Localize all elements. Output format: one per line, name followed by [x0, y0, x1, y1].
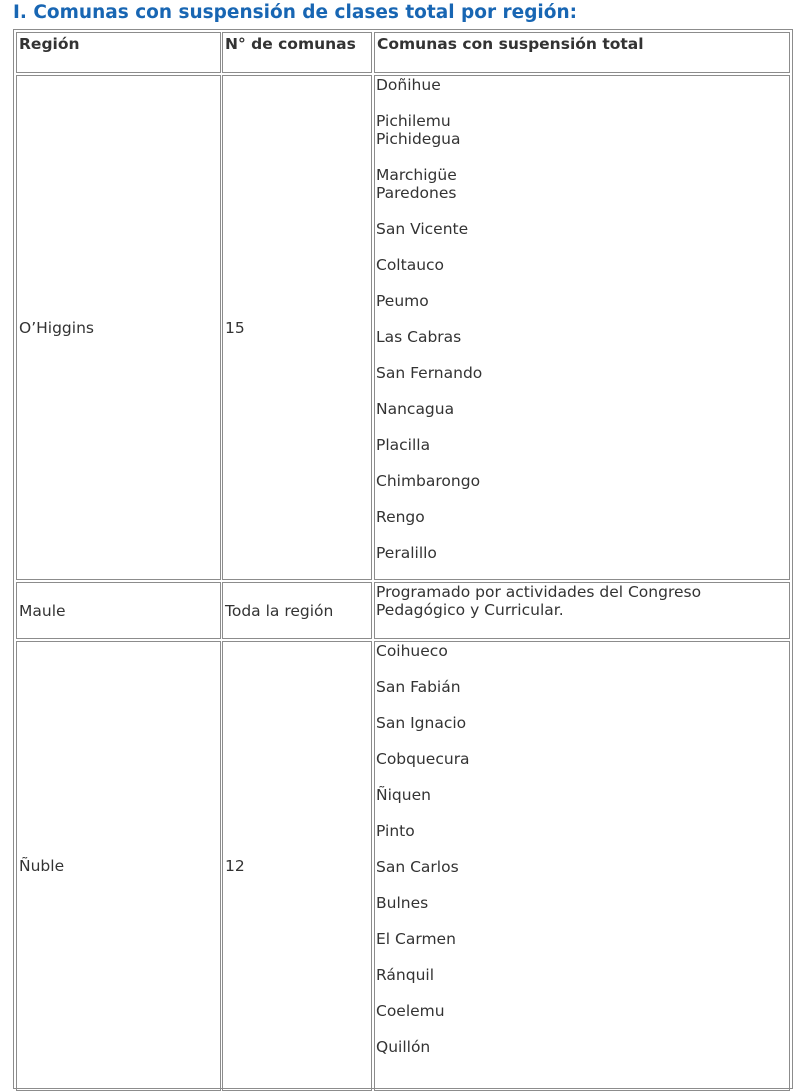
comuna-item: Pinto — [376, 822, 415, 840]
comuna-item: Chimbarongo — [376, 472, 481, 490]
region-name: O’Higgins — [19, 318, 94, 337]
comuna-item: Nancagua — [376, 400, 455, 418]
header-count: N° de comunas — [222, 32, 372, 73]
comuna-item: Peralillo — [376, 544, 437, 562]
comuna-item: Coltauco — [376, 256, 445, 274]
count-cell-maule — [222, 582, 372, 639]
comuna-item: El Carmen — [376, 930, 456, 948]
comuna-item: Paredones — [376, 184, 457, 202]
comuna-item: San Fernando — [376, 364, 483, 382]
header-comunas: Comunas con suspensión total — [374, 32, 790, 73]
comuna-item: Doñihue — [376, 76, 441, 94]
comuna-item: San Carlos — [376, 858, 459, 876]
comuna-item: Cobquecura — [376, 750, 470, 768]
count-cell-nuble — [222, 641, 372, 1091]
comuna-item: Ñiquen — [376, 786, 431, 804]
comuna-item: San Ignacio — [376, 714, 467, 732]
comuna-item: Las Cabras — [376, 328, 462, 346]
region-cell-ohiggins — [16, 75, 221, 580]
comuna-item: San Fabián — [376, 678, 461, 696]
comunas-note: Programado por actividades del Congreso Pedagógico y Curricular. — [376, 583, 702, 619]
comunas-count: 15 — [225, 318, 245, 337]
comunas-cell-ohiggins — [374, 75, 790, 580]
comuna-item: Rengo — [376, 508, 425, 526]
comuna-item: Marchigüe — [376, 166, 457, 184]
comuna-item: Ránquil — [376, 966, 435, 984]
comuna-item: Coihueco — [376, 642, 448, 660]
region-name: Maule — [19, 601, 66, 620]
comuna-item: Pichilemu — [376, 112, 451, 130]
region-cell-maule — [16, 582, 221, 639]
comuna-item: Coelemu — [376, 1002, 445, 1020]
comuna-item: Placilla — [376, 436, 431, 454]
comuna-item: San Vicente — [376, 220, 469, 238]
comunas-count: 12 — [225, 857, 245, 875]
count-cell-ohiggins — [222, 75, 372, 580]
comuna-item: Quillón — [376, 1038, 431, 1056]
comuna-item: Bulnes — [376, 894, 429, 912]
region-name: Ñuble — [19, 857, 65, 875]
comuna-item: Peumo — [376, 292, 429, 310]
comunas-cell-maule — [374, 582, 790, 639]
header-region: Región — [16, 32, 221, 73]
page-title: I. Comunas con suspensión de clases total por región: — [13, 2, 578, 23]
region-cell-nuble — [16, 641, 221, 1091]
comunas-count: Toda la región — [225, 601, 334, 620]
comuna-item: Pichidegua — [376, 130, 461, 148]
comunas-cell-nuble — [374, 641, 790, 1091]
